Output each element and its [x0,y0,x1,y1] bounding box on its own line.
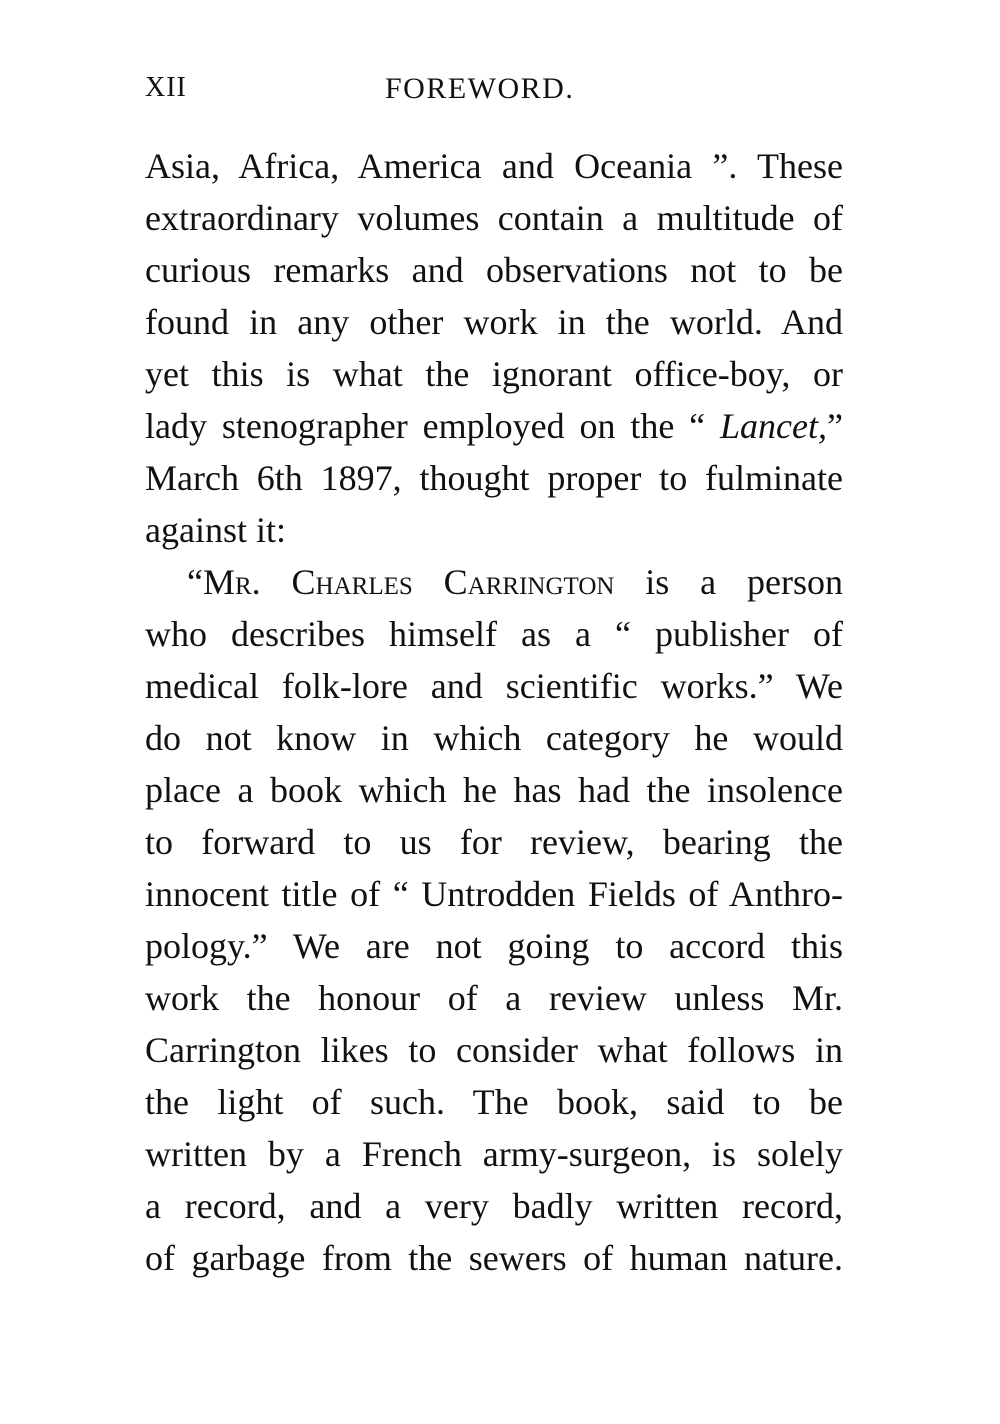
text-line: work the honour of a review unless Mr. [145,978,843,1018]
text-line: extraordinary volumes contain a multitude of [145,198,843,238]
text-line: pology.” We are not going to accord this [145,926,843,966]
paragraph-1 [145,140,843,556]
text-line: curious remarks and observations not to be [145,250,843,290]
text-line: who describes himself as a “ publisher of [145,614,843,654]
text-line: place a book which he has had the insolence [145,770,843,810]
journal-title-lancet: Lancet, [720,406,828,446]
text-line: a record, and a very badly written record, [145,1186,843,1226]
quoted-review [145,556,843,1284]
text-line: to forward to us for review, bearing the [145,822,843,862]
text-line: March 6th 1897, thought proper to fulminate [145,458,843,498]
text-line [145,400,843,452]
text-line: of garbage from the sewers of human nature. [145,1238,843,1278]
text-line: found in any other work in the world. And [145,302,843,342]
text-fragment: lady stenographer employed on the “ [145,406,721,446]
body-text [145,140,843,1284]
close-quote: ” [827,406,843,446]
page-number: XII [145,72,187,103]
text-line: written by a French army-surgeon, is solely [145,1134,843,1174]
text-line: against it: [145,510,286,550]
text-line: Asia, Africa, America and Oceania ”. These [145,146,843,186]
text-line: do not know in which category he would [145,718,843,758]
running-head [145,72,845,112]
text-fragment: is a person [614,562,844,602]
text-line: yet this is what the ignorant office-boy, or [145,354,843,394]
text-line [145,556,843,608]
publisher-name: Mr. Charles Carrington [202,562,615,602]
text-line: medical folk-lore and scientific works.” We [145,666,843,706]
text-line: innocent title of “ Untrodden Fields of Anthro- [145,874,843,914]
text-line: the light of such. The book, said to be [145,1082,843,1122]
open-quote: “ [187,562,203,602]
text-line: Carrington likes to consider what follows in [145,1030,843,1070]
running-title: FOREWORD. [385,72,575,105]
